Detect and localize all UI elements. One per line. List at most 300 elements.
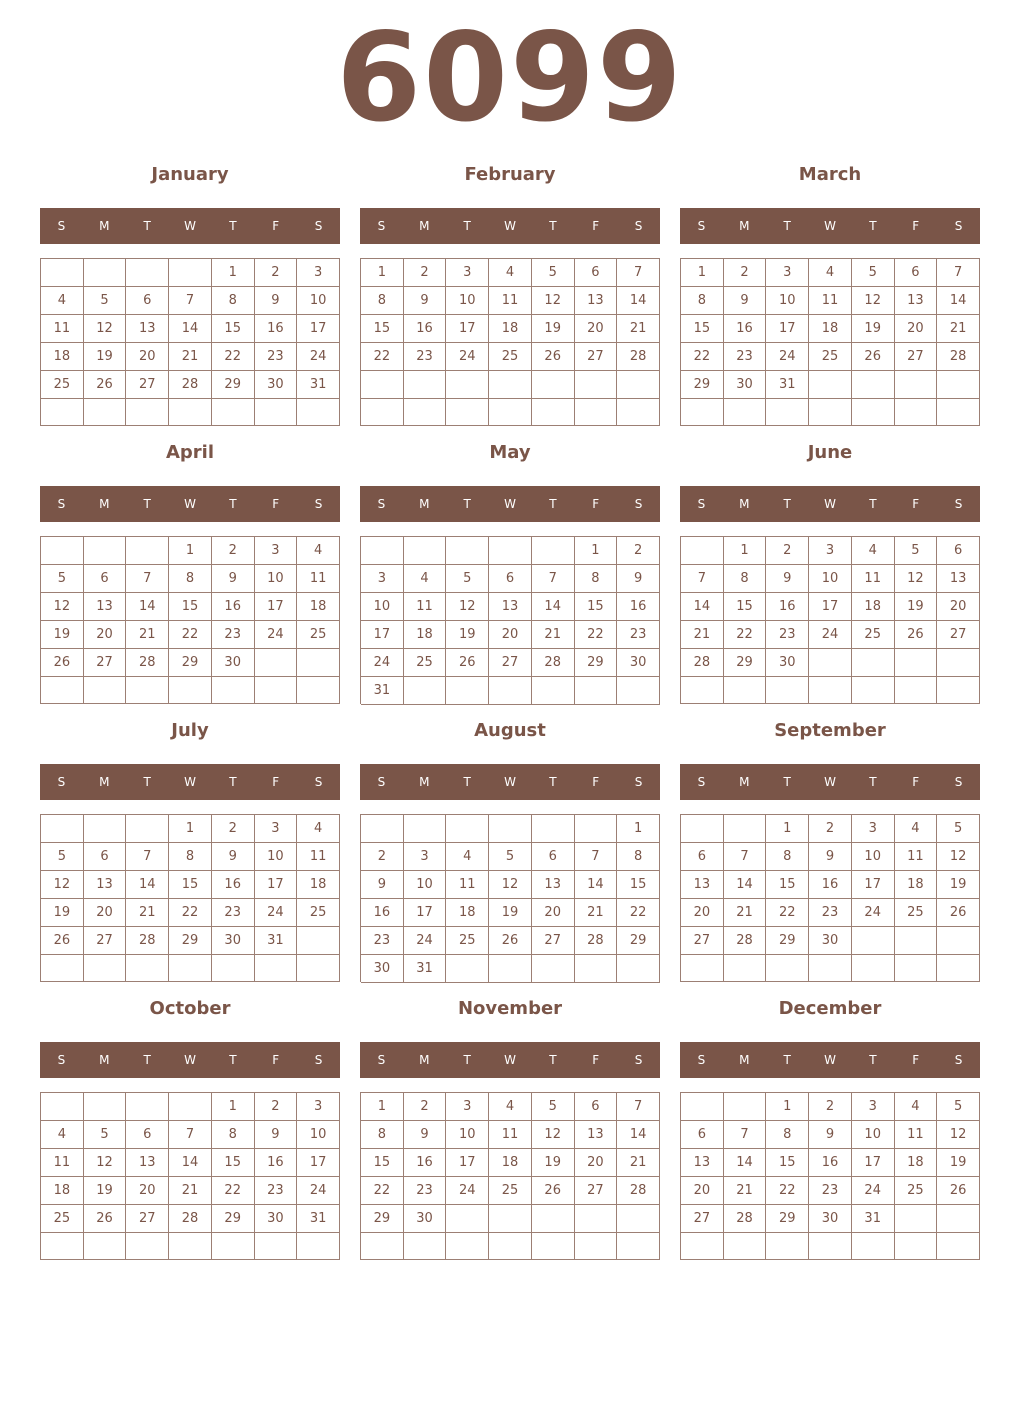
day-cell: 9	[809, 843, 852, 871]
empty-cell	[852, 399, 895, 426]
empty-cell	[404, 1233, 447, 1260]
day-cell: 20	[532, 899, 575, 927]
empty-cell	[84, 677, 127, 704]
day-cell: 25	[489, 343, 532, 371]
weekday-label: F	[912, 1053, 920, 1067]
empty-cell	[852, 371, 895, 399]
day-cell: 26	[41, 927, 84, 955]
empty-cell	[617, 371, 660, 399]
empty-cell	[489, 815, 532, 843]
weekday-label: T	[229, 1053, 237, 1067]
day-cell: 1	[766, 815, 809, 843]
day-cell: 12	[532, 287, 575, 315]
day-cell: 5	[937, 1093, 980, 1121]
day-cell: 15	[169, 593, 212, 621]
weekday-label: S	[57, 1053, 66, 1067]
empty-cell	[575, 815, 618, 843]
day-cell: 23	[255, 1177, 298, 1205]
day-cell: 11	[446, 871, 489, 899]
day-cell: 19	[937, 1149, 980, 1177]
weekday-label: W	[824, 497, 836, 511]
day-cell: 1	[212, 1093, 255, 1121]
weekday-label: T	[463, 497, 471, 511]
empty-cell	[297, 1233, 340, 1260]
empty-cell	[126, 399, 169, 426]
weekday-label: S	[377, 1053, 386, 1067]
empty-cell	[446, 371, 489, 399]
day-cell: 16	[724, 315, 767, 343]
day-cell: 8	[361, 1121, 404, 1149]
day-cell: 14	[126, 871, 169, 899]
day-cell: 28	[724, 1205, 767, 1233]
day-cell: 6	[84, 843, 127, 871]
day-cell: 13	[575, 287, 618, 315]
day-cell: 2	[404, 1093, 447, 1121]
empty-cell	[809, 1233, 852, 1260]
day-cell: 30	[255, 371, 298, 399]
weekday-label: W	[504, 775, 516, 789]
empty-cell	[895, 399, 938, 426]
day-cell: 5	[895, 537, 938, 565]
weekday-label: S	[697, 497, 706, 511]
day-cell: 11	[852, 565, 895, 593]
day-cell: 13	[681, 871, 724, 899]
day-cell: 7	[937, 259, 980, 287]
empty-cell	[169, 259, 212, 287]
day-cell: 3	[852, 815, 895, 843]
day-cell: 28	[532, 649, 575, 677]
day-cell: 17	[766, 315, 809, 343]
day-cell: 7	[617, 1093, 660, 1121]
empty-cell	[895, 1205, 938, 1233]
empty-cell	[617, 1205, 660, 1233]
day-cell: 16	[255, 1149, 298, 1177]
day-cell: 3	[446, 259, 489, 287]
empty-cell	[766, 399, 809, 426]
weekday-label: F	[592, 775, 600, 789]
weekday-label: S	[634, 775, 643, 789]
day-cell: 16	[809, 871, 852, 899]
weekday-label: M	[419, 1053, 430, 1067]
day-cell: 28	[681, 649, 724, 677]
weekday-label: S	[954, 497, 963, 511]
day-cell: 13	[84, 593, 127, 621]
day-cell: 1	[681, 259, 724, 287]
day-cell: 29	[169, 649, 212, 677]
day-cell: 10	[809, 565, 852, 593]
day-cell: 7	[724, 1121, 767, 1149]
day-cell: 27	[532, 927, 575, 955]
empty-cell	[724, 955, 767, 982]
empty-cell	[297, 677, 340, 704]
day-cell: 5	[532, 1093, 575, 1121]
day-cell: 10	[404, 871, 447, 899]
weekday-label: S	[954, 775, 963, 789]
day-cell: 6	[489, 565, 532, 593]
day-cell: 29	[617, 927, 660, 955]
day-cell: 9	[404, 1121, 447, 1149]
empty-cell	[446, 1233, 489, 1260]
day-cell: 12	[446, 593, 489, 621]
day-cell: 28	[169, 371, 212, 399]
day-cell: 18	[895, 871, 938, 899]
day-cell: 2	[809, 815, 852, 843]
empty-cell	[575, 677, 618, 705]
weekday-label: T	[549, 1053, 557, 1067]
day-cell: 10	[297, 1121, 340, 1149]
day-cell: 11	[41, 315, 84, 343]
day-cell: 27	[681, 1205, 724, 1233]
day-cell: 26	[852, 343, 895, 371]
day-cell: 25	[809, 343, 852, 371]
day-cell: 22	[361, 1177, 404, 1205]
day-cell: 7	[126, 843, 169, 871]
day-cell: 30	[212, 927, 255, 955]
day-cell: 11	[489, 287, 532, 315]
day-cell: 24	[766, 343, 809, 371]
day-cell: 19	[41, 899, 84, 927]
day-cell: 4	[809, 259, 852, 287]
weekday-label: F	[912, 219, 920, 233]
empty-cell	[41, 537, 84, 565]
weekday-header	[680, 1042, 980, 1078]
day-cell: 30	[809, 927, 852, 955]
day-cell: 7	[724, 843, 767, 871]
day-grid	[360, 536, 660, 704]
empty-cell	[41, 259, 84, 287]
month-march	[680, 164, 980, 426]
day-cell: 25	[895, 1177, 938, 1205]
day-cell: 19	[895, 593, 938, 621]
day-cell: 11	[489, 1121, 532, 1149]
day-cell: 19	[446, 621, 489, 649]
day-cell: 6	[532, 843, 575, 871]
weekday-header	[40, 208, 340, 244]
weekday-label: T	[229, 775, 237, 789]
empty-cell	[297, 927, 340, 955]
day-cell: 5	[852, 259, 895, 287]
weekday-label: M	[99, 497, 110, 511]
day-cell: 17	[297, 315, 340, 343]
empty-cell	[41, 1093, 84, 1121]
day-cell: 8	[617, 843, 660, 871]
weekday-label: S	[57, 219, 66, 233]
empty-cell	[681, 955, 724, 982]
empty-cell	[895, 1233, 938, 1260]
day-cell: 7	[126, 565, 169, 593]
day-cell: 29	[169, 927, 212, 955]
empty-cell	[724, 1093, 767, 1121]
day-cell: 30	[724, 371, 767, 399]
weekday-label: M	[739, 1053, 750, 1067]
day-cell: 29	[724, 649, 767, 677]
day-cell: 15	[169, 871, 212, 899]
weekday-label: S	[954, 219, 963, 233]
weekday-label: F	[592, 219, 600, 233]
weekday-label: S	[634, 497, 643, 511]
month-name: May	[489, 442, 531, 463]
weekday-label: W	[504, 497, 516, 511]
day-cell: 8	[575, 565, 618, 593]
day-cell: 17	[852, 871, 895, 899]
day-cell: 10	[766, 287, 809, 315]
day-cell: 19	[532, 315, 575, 343]
day-cell: 31	[404, 955, 447, 983]
empty-cell	[126, 259, 169, 287]
day-cell: 23	[212, 899, 255, 927]
empty-cell	[84, 815, 127, 843]
day-cell: 12	[895, 565, 938, 593]
day-cell: 23	[404, 343, 447, 371]
day-cell: 18	[404, 621, 447, 649]
day-cell: 8	[361, 287, 404, 315]
month-july	[40, 720, 340, 982]
month-name: January	[151, 164, 229, 185]
weekday-label: F	[912, 775, 920, 789]
month-name: September	[774, 720, 886, 741]
weekday-label: F	[272, 497, 280, 511]
weekday-header	[360, 1042, 660, 1078]
day-cell: 15	[361, 1149, 404, 1177]
month-june	[680, 442, 980, 704]
weekday-label: T	[143, 1053, 151, 1067]
day-cell: 12	[41, 593, 84, 621]
weekday-header	[680, 764, 980, 800]
day-cell: 10	[361, 593, 404, 621]
day-cell: 20	[84, 899, 127, 927]
day-cell: 19	[84, 1177, 127, 1205]
day-cell: 18	[895, 1149, 938, 1177]
day-cell: 4	[41, 1121, 84, 1149]
empty-cell	[809, 371, 852, 399]
day-cell: 18	[297, 593, 340, 621]
weekday-header	[40, 764, 340, 800]
day-cell: 22	[575, 621, 618, 649]
weekday-label: M	[99, 219, 110, 233]
day-cell: 20	[84, 621, 127, 649]
day-cell: 10	[446, 1121, 489, 1149]
empty-cell	[84, 1093, 127, 1121]
day-cell: 24	[446, 1177, 489, 1205]
empty-cell	[575, 399, 618, 427]
day-cell: 21	[937, 315, 980, 343]
empty-cell	[404, 371, 447, 399]
day-cell: 13	[126, 1149, 169, 1177]
day-cell: 15	[575, 593, 618, 621]
day-grid	[40, 1092, 340, 1260]
empty-cell	[895, 677, 938, 704]
day-cell: 6	[575, 259, 618, 287]
empty-cell	[169, 677, 212, 704]
empty-cell	[41, 955, 84, 982]
day-cell: 3	[852, 1093, 895, 1121]
day-cell: 16	[404, 315, 447, 343]
day-cell: 2	[766, 537, 809, 565]
day-cell: 3	[404, 843, 447, 871]
day-cell: 29	[212, 371, 255, 399]
day-cell: 8	[724, 565, 767, 593]
day-cell: 5	[937, 815, 980, 843]
weekday-header	[680, 486, 980, 522]
day-cell: 4	[297, 537, 340, 565]
weekday-label: W	[184, 775, 196, 789]
day-cell: 3	[446, 1093, 489, 1121]
day-cell: 17	[255, 871, 298, 899]
empty-cell	[297, 649, 340, 677]
empty-cell	[895, 649, 938, 677]
day-cell: 4	[895, 1093, 938, 1121]
weekday-label: S	[314, 1053, 323, 1067]
day-cell: 6	[126, 1121, 169, 1149]
empty-cell	[681, 399, 724, 426]
day-grid	[360, 1092, 660, 1260]
day-cell: 7	[169, 287, 212, 315]
day-cell: 18	[446, 899, 489, 927]
day-cell: 17	[297, 1149, 340, 1177]
day-cell: 15	[681, 315, 724, 343]
day-cell: 5	[41, 565, 84, 593]
month-name: February	[464, 164, 556, 185]
weekday-label: T	[869, 1053, 877, 1067]
day-cell: 17	[361, 621, 404, 649]
month-february	[360, 164, 660, 426]
empty-cell	[489, 955, 532, 983]
empty-cell	[617, 677, 660, 705]
day-cell: 26	[532, 343, 575, 371]
empty-cell	[809, 649, 852, 677]
empty-cell	[41, 815, 84, 843]
empty-cell	[361, 371, 404, 399]
day-cell: 13	[84, 871, 127, 899]
weekday-label: S	[57, 497, 66, 511]
empty-cell	[575, 955, 618, 983]
day-grid	[680, 814, 980, 982]
day-cell: 30	[404, 1205, 447, 1233]
empty-cell	[809, 677, 852, 704]
day-cell: 26	[84, 371, 127, 399]
day-cell: 30	[766, 649, 809, 677]
day-cell: 23	[361, 927, 404, 955]
day-cell: 14	[126, 593, 169, 621]
day-cell: 27	[681, 927, 724, 955]
day-cell: 13	[489, 593, 532, 621]
empty-cell	[126, 1233, 169, 1260]
empty-cell	[852, 927, 895, 955]
empty-cell	[404, 815, 447, 843]
month-december	[680, 998, 980, 1260]
day-cell: 12	[41, 871, 84, 899]
day-cell: 23	[212, 621, 255, 649]
day-cell: 13	[575, 1121, 618, 1149]
empty-cell	[532, 1233, 575, 1260]
day-cell: 28	[126, 649, 169, 677]
day-cell: 17	[446, 1149, 489, 1177]
day-cell: 21	[532, 621, 575, 649]
empty-cell	[937, 677, 980, 704]
month-name: April	[165, 442, 215, 463]
day-cell: 15	[766, 871, 809, 899]
weekday-label: S	[314, 219, 323, 233]
day-cell: 3	[255, 815, 298, 843]
day-cell: 25	[489, 1177, 532, 1205]
day-cell: 23	[617, 621, 660, 649]
weekday-header	[360, 486, 660, 522]
day-cell: 6	[575, 1093, 618, 1121]
day-cell: 13	[126, 315, 169, 343]
day-cell: 25	[852, 621, 895, 649]
empty-cell	[169, 955, 212, 982]
day-cell: 20	[681, 1177, 724, 1205]
day-cell: 20	[126, 343, 169, 371]
day-cell: 3	[361, 565, 404, 593]
empty-cell	[852, 649, 895, 677]
weekday-label: F	[592, 497, 600, 511]
day-cell: 26	[895, 621, 938, 649]
day-cell: 25	[297, 621, 340, 649]
empty-cell	[489, 399, 532, 427]
day-cell: 1	[575, 537, 618, 565]
empty-cell	[84, 537, 127, 565]
day-cell: 14	[724, 1149, 767, 1177]
empty-cell	[126, 537, 169, 565]
day-cell: 7	[681, 565, 724, 593]
day-cell: 16	[255, 315, 298, 343]
day-cell: 17	[404, 899, 447, 927]
day-cell: 13	[681, 1149, 724, 1177]
day-cell: 5	[446, 565, 489, 593]
day-cell: 11	[895, 1121, 938, 1149]
day-cell: 9	[255, 287, 298, 315]
day-cell: 12	[937, 843, 980, 871]
day-cell: 6	[126, 287, 169, 315]
empty-cell	[724, 815, 767, 843]
day-cell: 14	[575, 871, 618, 899]
day-cell: 1	[724, 537, 767, 565]
day-cell: 14	[617, 1121, 660, 1149]
day-cell: 15	[361, 315, 404, 343]
weekday-label: W	[504, 219, 516, 233]
day-cell: 23	[809, 1177, 852, 1205]
day-cell: 14	[937, 287, 980, 315]
empty-cell	[766, 955, 809, 982]
empty-cell	[169, 1233, 212, 1260]
day-cell: 4	[489, 259, 532, 287]
empty-cell	[532, 815, 575, 843]
weekday-label: M	[99, 1053, 110, 1067]
day-cell: 17	[852, 1149, 895, 1177]
weekday-label: T	[549, 497, 557, 511]
day-cell: 27	[84, 927, 127, 955]
weekday-label: S	[57, 775, 66, 789]
weekday-label: M	[739, 775, 750, 789]
day-cell: 30	[617, 649, 660, 677]
day-cell: 21	[126, 899, 169, 927]
day-grid	[680, 1092, 980, 1260]
day-cell: 24	[255, 899, 298, 927]
day-cell: 24	[297, 343, 340, 371]
day-cell: 31	[255, 927, 298, 955]
day-cell: 27	[84, 649, 127, 677]
day-cell: 19	[937, 871, 980, 899]
day-cell: 10	[852, 843, 895, 871]
empty-cell	[297, 955, 340, 982]
day-cell: 28	[724, 927, 767, 955]
weekday-label: S	[377, 219, 386, 233]
empty-cell	[766, 677, 809, 704]
weekday-label: S	[377, 497, 386, 511]
day-cell: 26	[937, 899, 980, 927]
day-cell: 17	[255, 593, 298, 621]
